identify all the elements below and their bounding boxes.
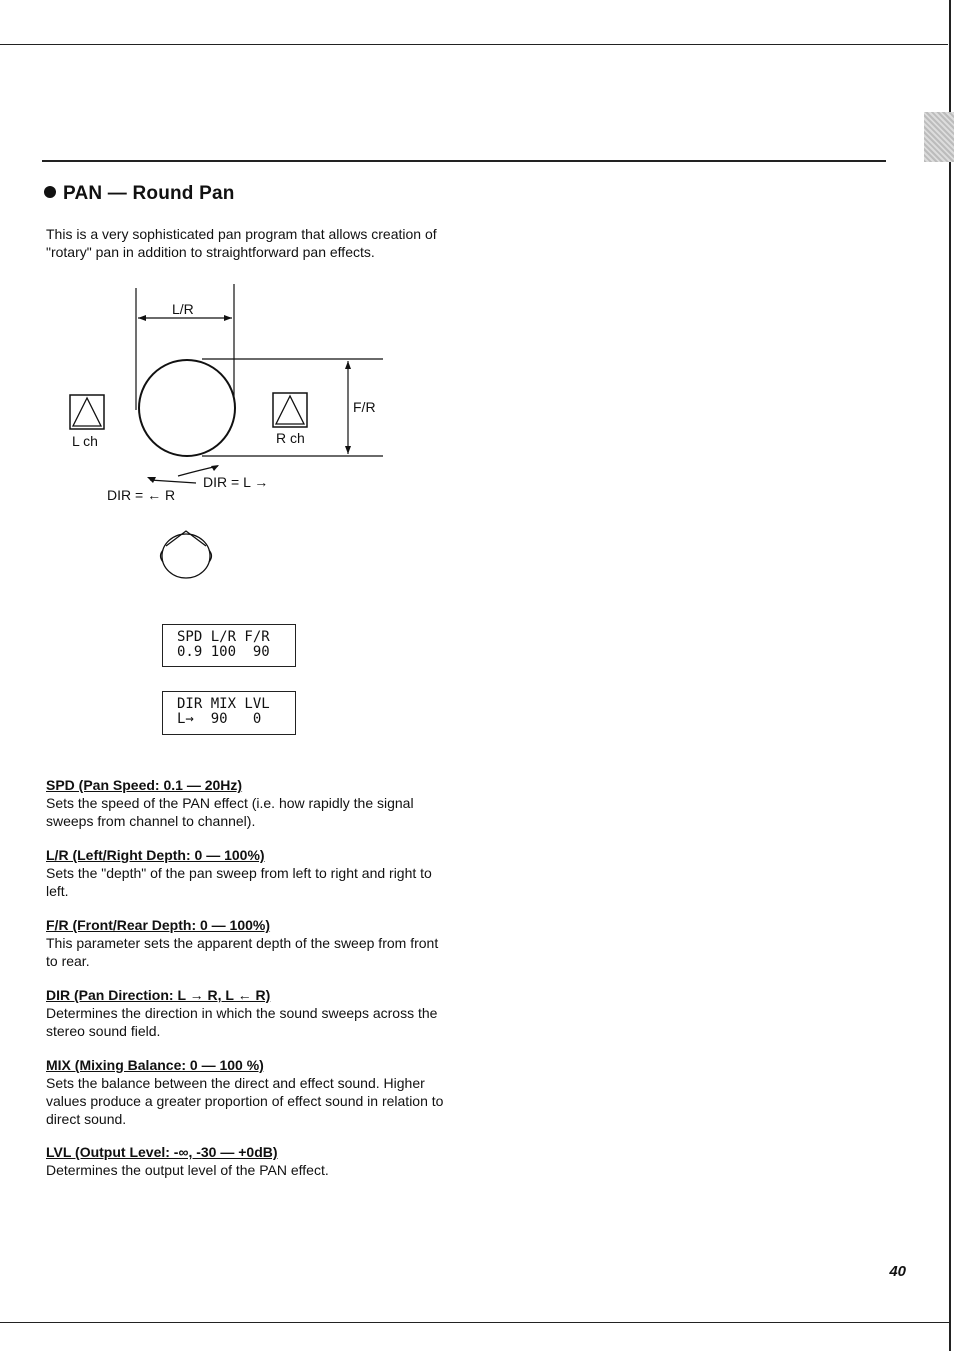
lr-label: L/R [172, 301, 194, 317]
param-heading: SPD (Pan Speed: 0.1 — 20Hz) [46, 777, 243, 793]
lcd-1-line-2: 0.9 100 90 [177, 644, 270, 660]
lcd-2-line-1: DIR MIX LVL [177, 696, 270, 712]
lcd-1-line-1: SPD L/R F/R [177, 629, 270, 645]
param-heading: F/R (Front/Rear Depth: 0 — 100%) [46, 917, 271, 933]
section-title [44, 183, 235, 205]
param-heading: L/R (Left/Right Depth: 0 — 100%) [46, 847, 265, 863]
param-heading: DIR (Pan Direction: L → R, L ← R) [46, 987, 271, 1003]
intro-paragraph: This is a very sophisticated pan program that allows creation of "rotary" pan in addition to straightforward pan effects. [46, 226, 437, 260]
param-lr [46, 846, 446, 900]
header-divider [42, 160, 886, 162]
edge-tab-marker [924, 112, 954, 162]
left-speaker-icon [70, 395, 104, 429]
bullet-icon [44, 186, 56, 198]
fr-label: F/R [353, 399, 376, 415]
section-title-text: PAN — Round Pan [63, 183, 235, 204]
right-border-rule [949, 0, 951, 1351]
param-description: Sets the speed of the PAN effect (i.e. how rapidly the signal sweeps from channel to channel). [46, 795, 414, 829]
lcd-display-1 [162, 624, 296, 667]
dir-lr-label: DIR = L → [203, 474, 269, 490]
top-border-rule [0, 44, 948, 45]
lcd-2-line-2: L→ 90 0 [177, 711, 262, 727]
listener-head-icon [161, 531, 212, 578]
round-pan-diagram [0, 280, 440, 600]
param-description: Determines the output level of the PAN effect. [46, 1162, 329, 1178]
lcd-display-2 [162, 691, 296, 735]
param-description: Sets the "depth" of the pan sweep from left to right and right to left. [46, 865, 432, 899]
pan-circle [139, 360, 235, 456]
param-spd [46, 776, 446, 830]
rch-label: R ch [276, 430, 305, 446]
param-description: Sets the balance between the direct and effect sound. Higher values produce a greater proportion of effect sound in relation to direct sound. [46, 1075, 444, 1127]
param-fr [46, 916, 446, 970]
dir-rl-label: DIR = ← R [107, 487, 176, 503]
dir-rl-arrow-icon [150, 480, 196, 483]
right-speaker-icon [273, 393, 307, 427]
param-heading: LVL (Output Level: -∞, -30 — +0dB) [46, 1144, 278, 1160]
param-description: This parameter sets the apparent depth of the sweep from front to rear. [46, 935, 439, 969]
param-dir [46, 986, 446, 1040]
param-heading: MIX (Mixing Balance: 0 — 100 %) [46, 1057, 264, 1073]
lch-label: L ch [72, 433, 98, 449]
param-description: Determines the direction in which the sound sweeps across the stereo sound field. [46, 1005, 438, 1039]
param-lvl [46, 1143, 446, 1179]
page-number: 40 [889, 1263, 906, 1280]
param-mix [46, 1056, 446, 1128]
bottom-border-rule [0, 1322, 950, 1323]
